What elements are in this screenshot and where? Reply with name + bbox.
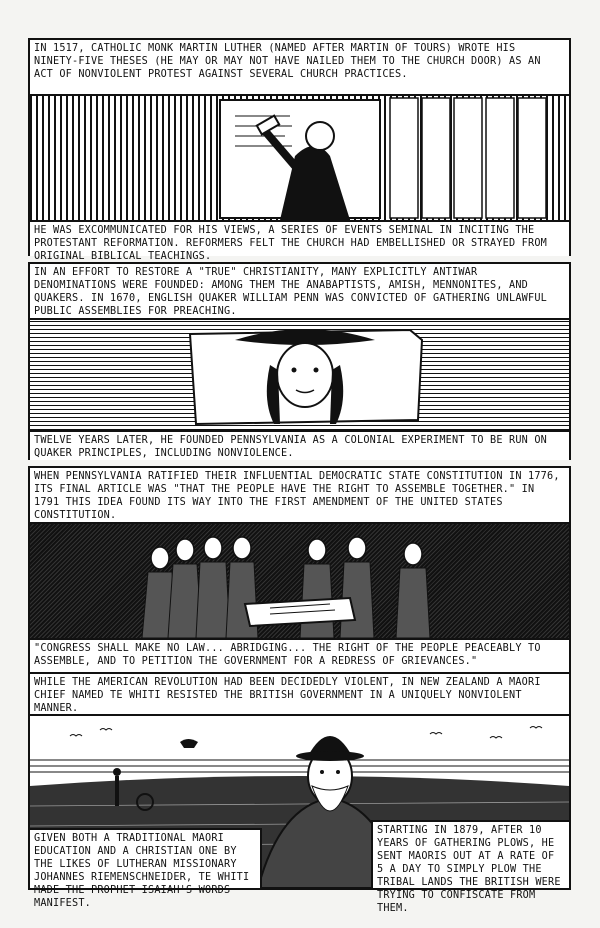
caption-luther-bottom: HE WAS EXCOMMUNICATED FOR HIS VIEWS, A SERIES OF EVENTS SEMINAL IN INCITING THE PROTESTANT REFORMATION. REFORMERS FELT THE CHURCH HAD EMBELLISHED OR STRAYED FROM ORIGINAL BIBLICAL TEACHINGS.	[30, 220, 569, 256]
founders-illustration	[30, 524, 569, 638]
caption-penn-top: IN AN EFFORT TO RESTORE A "TRUE" CHRISTIANITY, MANY EXPLICITLY ANTIWAR DENOMINATIONS WERE FOUNDED: AMONG THEM THE ANABAPTISTS, AMISH, MENNONITES, AND QUAKERS. IN 1670, ENGLISH QUAKER WILLIAM PENN WAS CONVICTED OF GATHERING UNLAWFUL PUBLIC ASSEMBLIES FOR PREACHING.	[30, 264, 569, 320]
panel-penn	[28, 262, 571, 460]
luther-illustration	[30, 96, 569, 220]
caption-constitution-top: WHEN PENNSYLVANIA RATIFIED THEIR INFLUENTIAL DEMOCRATIC STATE CONSTITUTION IN 1776, ITS FINAL ARTICLE WAS "THAT THE PEOPLE HAVE THE RIGHT TO ASSEMBLE TOGETHER." IN 1791 THIS IDEA FOUND ITS WAY INTO THE FIRST AMENDMENT OF THE UNITED STATES CONSTITUTION.	[30, 468, 569, 524]
caption-tewhiti-left: GIVEN BOTH A TRADITIONAL MAORI EDUCATION AND A CHRISTIAN ONE BY THE LIKES OF LUTHERAN MISSIONARY JOHANNES RIEMENSCHNEIDER, TE WHITI MADE THE PROPHET ISAIAH'S WORDS MANIFEST.	[30, 828, 262, 888]
penn-illustration	[30, 320, 569, 430]
founders-scene	[30, 524, 569, 638]
caption-tewhiti-top: WHILE THE AMERICAN REVOLUTION HAD BEEN DECIDEDLY VIOLENT, IN NEW ZEALAND A MAORI CHIEF NAMED TE WHITI RESISTED THE BRITISH GOVERNMENT IN A UNIQUELY NONVIOLENT MANNER.	[30, 674, 569, 716]
plowing-scene	[30, 716, 569, 914]
caption-penn-bottom: TWELVE YEARS LATER, HE FOUNDED PENNSYLVANIA AS A COLONIAL EXPERIMENT TO BE RUN ON QUAKER PRINCIPLES, INCLUDING NONVIOLENCE.	[30, 430, 569, 460]
caption-constitution-bottom: "CONGRESS SHALL MAKE NO LAW... ABRIDGING... THE RIGHT OF THE PEOPLE PEACEABLY TO ASSEMBLE, AND TO PETITION THE GOVERNMENT FOR A REDRESS OF GRIEVANCES."	[30, 638, 569, 672]
pennsylvania-scene	[30, 320, 569, 430]
church-door-scene	[30, 96, 569, 220]
panel-luther	[28, 38, 571, 262]
caption-tewhiti-right: STARTING IN 1879, AFTER 10 YEARS OF GATHERING PLOWS, HE SENT MAORIS OUT AT A RATE OF 5 A DAY TO SIMPLY PLOW THE TRIBAL LANDS THE BRITISH WERE TRYING TO CONFISCATE FROM THEM.	[371, 820, 569, 888]
caption-luther-top: IN 1517, CATHOLIC MONK MARTIN LUTHER (NAMED AFTER MARTIN OF TOURS) WROTE HIS NINETY-FIVE THESES (HE MAY OR MAY NOT HAVE NAILED THEM TO THE CHURCH DOOR) AS AN ACT OF NONVIOLENT PROTEST AGAINST SEVERAL CHURCH PRACTICES.	[30, 40, 569, 96]
panel-constitution	[28, 466, 571, 672]
panel-tewhiti	[28, 672, 571, 914]
